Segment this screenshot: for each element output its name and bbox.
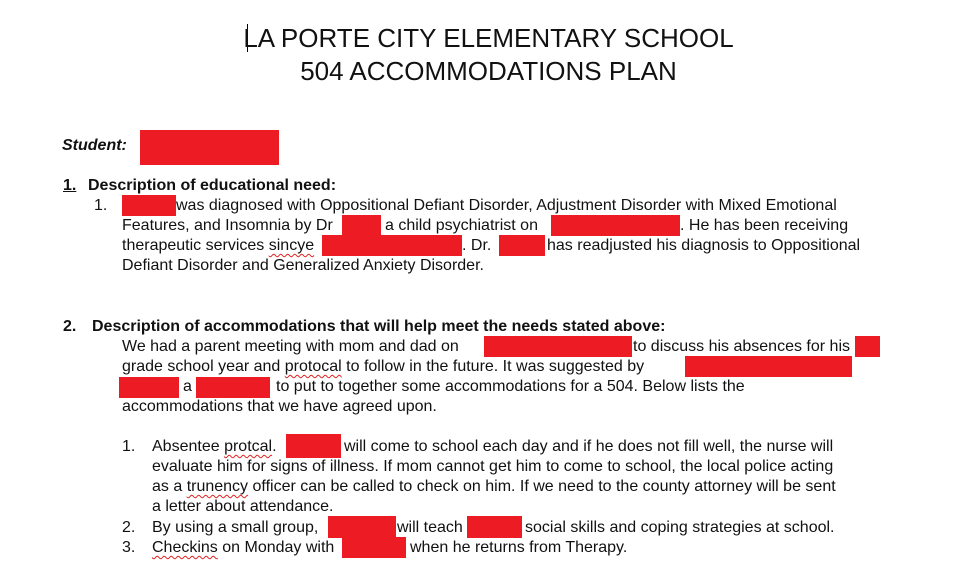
section2-para-line3-a: a [183,378,192,395]
redaction [342,537,406,558]
section1-line4: Defiant Disorder and Generalized Anxiety Disorder. [122,257,484,274]
section2-para-line1-a: We had a parent meeting with mom and dad on [122,338,459,355]
section1-heading: Description of educational need: [88,177,337,194]
redaction [499,235,545,256]
section1-line1: was diagnosed with Oppositional Defiant Disorder, Adjustment Disorder with Mixed Emotional [176,197,837,214]
section2-para-line4: accommodations that we have agreed upon. [122,398,437,415]
list-item-1-line1-a: Absentee protcal. [152,438,277,455]
section1-line3-a: therapeutic services sincye [122,237,315,254]
redaction [685,356,852,377]
redaction [467,516,522,538]
redaction [855,336,880,357]
section2-number: 2. [63,318,77,335]
section2-para-line1-b: to discuss his absences for his [633,338,850,355]
spellcheck-word: trunency [186,478,249,495]
list-item-number: 3. [122,539,136,556]
redaction [122,195,176,216]
section1-item-number: 1. [94,197,108,214]
section1-number: 1. [63,177,77,194]
document-title-line1: LA PORTE CITY ELEMENTARY SCHOOL [243,23,734,53]
section1-line2-a: Features, and Insomnia by Dr [122,217,333,234]
list-item-3-b: when he returns from Therapy. [410,539,628,556]
list-item-1-line1-b: will come to school each day and if he does not fill well, the nurse will [344,438,834,455]
list-item-1-line4: a letter about attendance. [152,498,334,515]
redaction [342,215,381,236]
list-item-number: 1. [122,438,136,455]
spellcheck-word: sincye [268,237,315,254]
list-item-1-line2: evaluate him for signs of illness. If mom cannot get him to come to school, the local police acting [152,458,834,475]
list-item-number: 2. [122,519,136,536]
list-item-1-line3: as a trunency officer can be called to check on him. If we need to the county attorney will be sent [152,478,836,495]
section1-line3-c: has readjusted his diagnosis to Oppositional [547,237,861,254]
section2-heading: Description of accommodations that will help meet the needs stated above: [92,318,666,335]
redaction [286,434,341,458]
redaction [484,336,632,357]
student-label: Student: [62,137,127,154]
list-item-2-c: social skills and coping strategies at school. [525,519,835,536]
list-item-2-a: By using a small group, [152,519,319,536]
section1-line2-c: . He has been receiving [680,217,849,234]
list-item-2-b: will teach [397,519,463,536]
list-item-3-a: Checkins on Monday with [152,539,335,556]
section1-line3-b: . Dr. [462,237,492,254]
document-title-line2: 504 ACCOMMODATIONS PLAN [300,56,677,86]
redaction-student-name [140,130,279,165]
spellcheck-word: Checkins [152,539,218,556]
spellcheck-word: protcal [224,438,273,455]
spellcheck-word: protocal [284,358,342,375]
redaction [322,235,462,256]
section1-line2-b: a child psychiatrist on [385,217,538,234]
section2-para-line3-b: to put to together some accommodations for a 504. Below lists the [276,378,745,395]
redaction [551,215,680,236]
redaction [328,516,396,538]
redaction [119,377,179,398]
section2-para-line2: grade school year and protocal to follow in the future. It was suggested by [122,358,645,375]
redaction [196,377,270,398]
